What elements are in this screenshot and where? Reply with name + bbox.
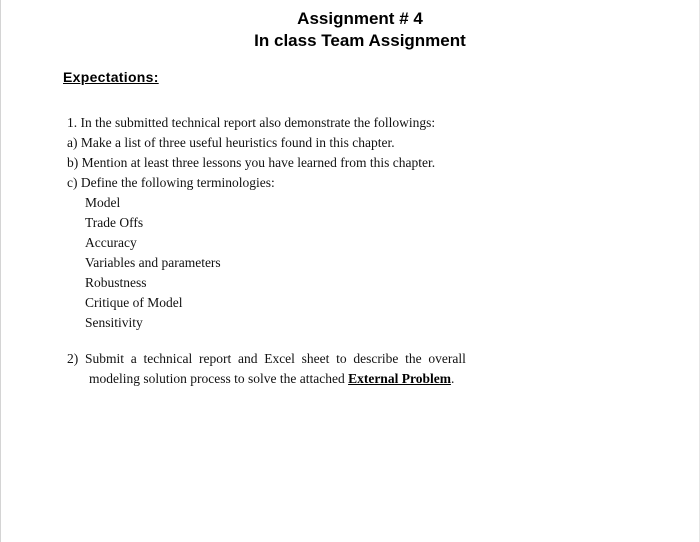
item-1b: b) Mention at least three lessons you have learned from this chapter.	[67, 155, 436, 170]
item-1-text: 1. In the submitted technical report also demonstrate the followings:	[67, 115, 436, 130]
term-sensitivity: Sensitivity	[85, 315, 143, 330]
item-2-line-2	[89, 371, 454, 387]
item-2-line-2-suffix: .	[450, 371, 455, 386]
item-1c: c) Define the following terminologies:	[67, 175, 275, 190]
page-left-edge	[0, 0, 1, 542]
term-trade-offs: Trade Offs	[85, 215, 144, 230]
item-2-line-2-prefix: modeling solution process to solve the attached	[89, 371, 349, 386]
document-subtitle: In class Team Assignment	[254, 31, 466, 50]
term-critique-of-model: Critique of Model	[85, 295, 183, 310]
item-2-line-1: 2) Submit a technical report and Excel sheet to describe the overall	[67, 351, 466, 366]
document-title: Assignment # 4	[297, 9, 423, 28]
external-problem-link[interactable]: External Problem	[348, 371, 451, 386]
term-model: Model	[85, 195, 121, 210]
section-heading-expectations: Expectations:	[63, 69, 159, 85]
term-robustness: Robustness	[85, 275, 147, 290]
term-variables-parameters: Variables and parameters	[85, 255, 221, 270]
item-1a: a) Make a list of three useful heuristics found in this chapter.	[67, 135, 395, 150]
term-accuracy: Accuracy	[85, 235, 137, 250]
